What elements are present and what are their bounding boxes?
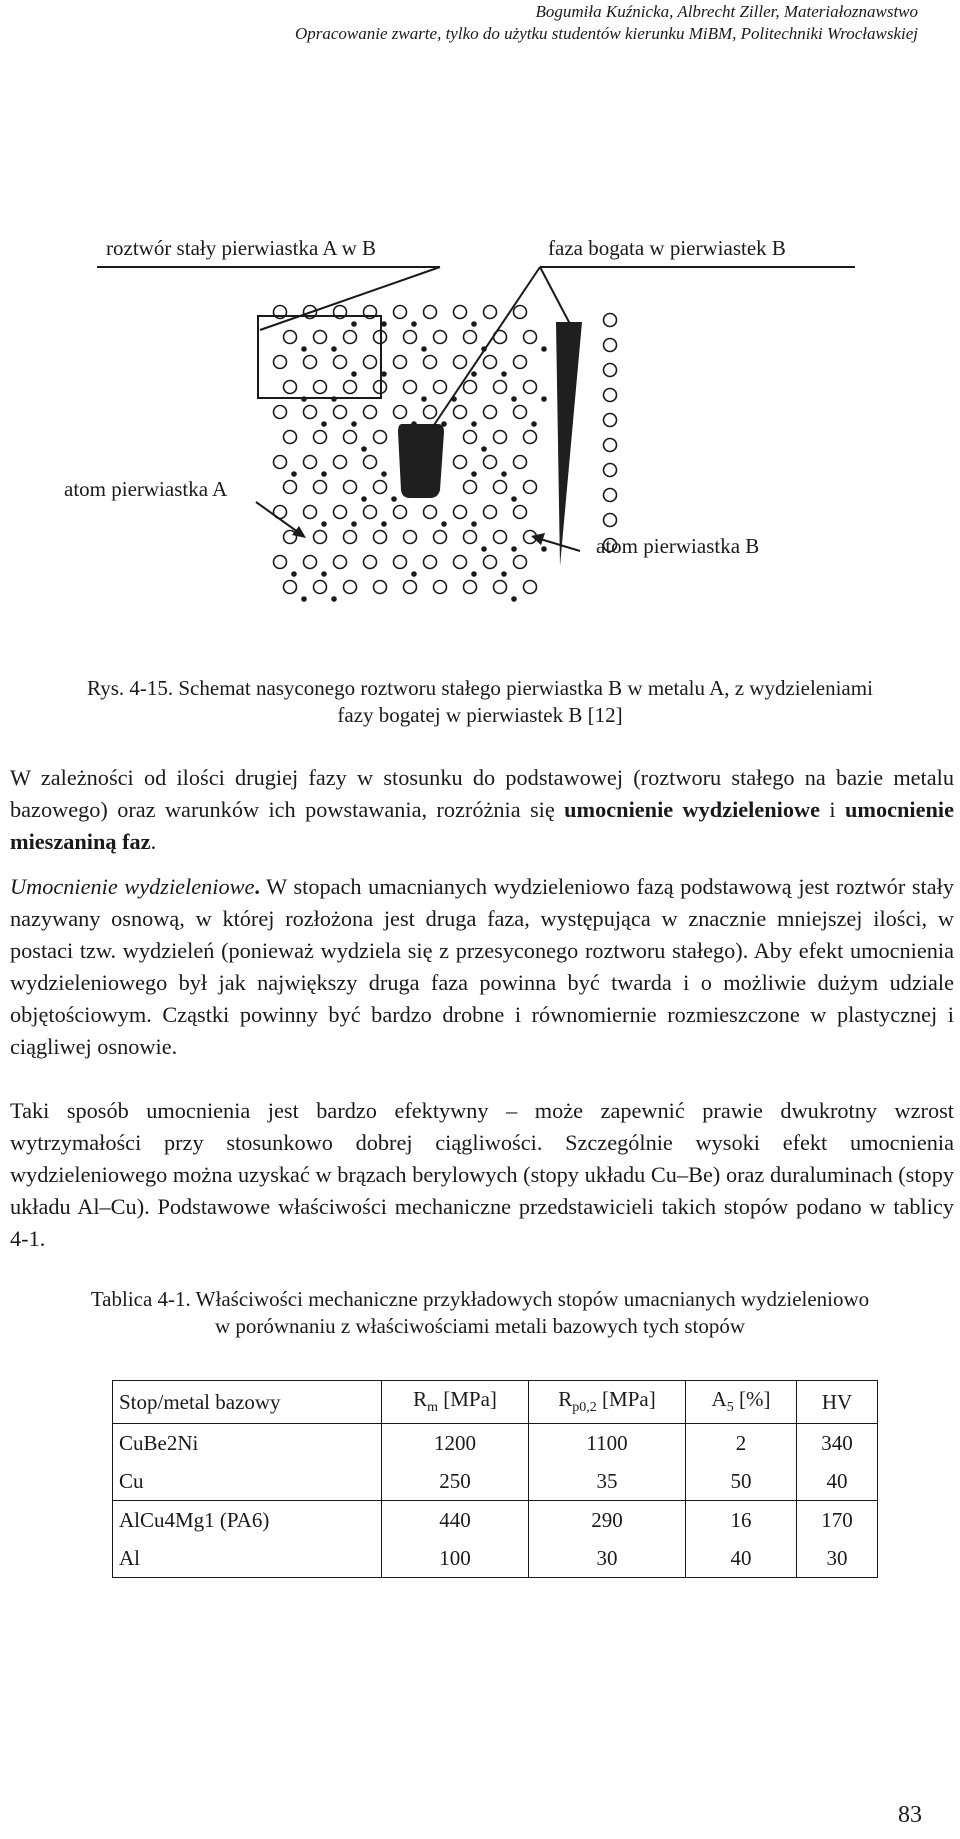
atom-b-circle <box>524 381 537 394</box>
atom-b-circle <box>604 389 617 402</box>
atom-b-circle <box>344 381 357 394</box>
atom-b-circle <box>434 381 447 394</box>
atom-b-circle <box>484 306 497 319</box>
atom-a-dot <box>511 396 517 402</box>
atom-b-circle <box>364 356 377 369</box>
paragraph-intro <box>10 762 954 858</box>
precipitate-blob <box>398 424 444 498</box>
atom-b-circle <box>494 581 507 594</box>
cell-alloy: Cu <box>113 1462 382 1501</box>
atom-b-circle <box>404 381 417 394</box>
atom-b-circle <box>434 581 447 594</box>
table-row <box>113 1539 878 1578</box>
atom-b-circle <box>304 556 317 569</box>
atom-b-circle <box>494 481 507 494</box>
atom-a-dot <box>351 321 357 327</box>
atom-b-circle <box>514 556 527 569</box>
atom-b-circle <box>604 339 617 352</box>
atom-b-circle <box>434 331 447 344</box>
atom-b-circle <box>394 356 407 369</box>
atom-b-circle <box>524 481 537 494</box>
atom-b-circle <box>344 331 357 344</box>
header-a5-sub: 5 <box>726 1400 734 1416</box>
atom-b-circle <box>364 406 377 419</box>
atom-a-dot <box>411 321 417 327</box>
atom-b-circle <box>284 381 297 394</box>
atom-b-circle <box>404 531 417 544</box>
atom-b-circle <box>514 356 527 369</box>
atom-b-circle <box>514 456 527 469</box>
atom-a-dot <box>361 496 367 502</box>
table-caption <box>40 1286 920 1340</box>
table-row <box>113 1424 878 1463</box>
header-a5 <box>686 1381 797 1424</box>
atom-a-dot <box>411 571 417 577</box>
atom-a-dot <box>511 596 517 602</box>
cell-a5: 40 <box>686 1539 797 1578</box>
header-rp-sub: p0,2 <box>572 1400 597 1416</box>
atom-b-circle <box>314 481 327 494</box>
atom-b-circle <box>334 356 347 369</box>
atom-a-dot <box>351 421 357 427</box>
header-rm-sub: m <box>427 1400 438 1416</box>
table-header-row <box>113 1381 878 1424</box>
atom-a-dot <box>381 371 387 377</box>
atom-b-circle <box>484 506 497 519</box>
atom-a-dot <box>481 546 487 552</box>
header-rm-unit: [MPa] <box>437 1387 497 1412</box>
atom-a-dot <box>321 471 327 477</box>
atom-b-circle <box>274 456 287 469</box>
atom-b-circle <box>464 331 477 344</box>
atom-a-dot <box>471 321 477 327</box>
header-a5-symbol: A <box>711 1387 727 1412</box>
table-row <box>113 1462 878 1501</box>
atom-b-circle <box>314 581 327 594</box>
cell-rm: 250 <box>382 1462 529 1501</box>
para-text: Taki sposób umocnienia jest bardzo efektywny – może zapewnić prawie dwukrotny wzrost wytrzymałości przy stosunkowo dobrej ciągliwości. Szczególnie wysoki efekt umocnienia wydzieleniowego można uzyskać w brązach berylowych (stopy układu Cu–Be) oraz duraluminach (stopy układu Al–Cu). Podstawowe właściwości mechaniczne przedstawicieli takich stopów podano w tablicy 4-1. <box>10 1098 954 1251</box>
cell-a5: 50 <box>686 1462 797 1501</box>
atom-b-circle <box>424 306 437 319</box>
header-hv: HV <box>797 1381 878 1424</box>
atom-b-circle <box>304 356 317 369</box>
atom-b-circle <box>464 381 477 394</box>
atom-b-circle <box>284 331 297 344</box>
atom-b-circle <box>524 581 537 594</box>
atom-a-dot <box>541 346 547 352</box>
label-solid-solution: roztwór stały pierwiastka A w B <box>106 236 377 260</box>
atom-b-circle <box>454 306 467 319</box>
atom-a-dot <box>531 421 537 427</box>
atom-b-circle <box>494 431 507 444</box>
atom-b-circle <box>364 506 377 519</box>
atom-b-circle <box>524 331 537 344</box>
table-caption-line1: Tablica 4-1. Właściwości mechaniczne przykładowych stopów umacnianych wydzieleniowo <box>90 1287 870 1311</box>
cell-rp: 1100 <box>529 1424 686 1463</box>
atom-a-dot <box>351 371 357 377</box>
figure-precipitation-schematic <box>0 0 960 620</box>
cell-hv: 340 <box>797 1424 878 1463</box>
atom-a-dot <box>541 396 547 402</box>
atom-a-dot <box>501 371 507 377</box>
paragraph-effect <box>10 1095 954 1255</box>
atom-b-circle <box>284 481 297 494</box>
label-atom-a: atom pierwiastka A <box>64 477 228 501</box>
atom-b-circle <box>424 356 437 369</box>
atom-b-circle <box>374 431 387 444</box>
atom-b-circle <box>304 506 317 519</box>
atom-b-circle <box>484 406 497 419</box>
atom-b-circle <box>604 464 617 477</box>
atom-b-circle <box>404 581 417 594</box>
cell-rm: 440 <box>382 1501 529 1540</box>
atom-a-dot <box>541 546 547 552</box>
atom-b-circle <box>494 531 507 544</box>
atom-b-circle <box>344 531 357 544</box>
atom-b-circle <box>334 456 347 469</box>
atom-b-circle <box>454 456 467 469</box>
atom-b-circle <box>494 381 507 394</box>
atom-b-circle <box>424 556 437 569</box>
atom-a-dot <box>471 571 477 577</box>
atom-a-dot <box>291 471 297 477</box>
atom-a-dot <box>291 571 297 577</box>
atom-a-dot <box>321 421 327 427</box>
atom-b-circle <box>274 406 287 419</box>
section-lead: Umocnienie wydzieleniowe <box>10 874 255 899</box>
table-row <box>113 1501 878 1540</box>
cell-a5: 2 <box>686 1424 797 1463</box>
para-text: i <box>820 797 845 822</box>
label-rich-phase: faza bogata w pierwiastek B <box>548 236 786 260</box>
atom-b-circle <box>604 514 617 527</box>
atom-b-circle <box>404 331 417 344</box>
atom-b-circle <box>334 406 347 419</box>
cell-alloy: Al <box>113 1539 382 1578</box>
atom-b-circle <box>314 431 327 444</box>
atom-b-circle <box>464 531 477 544</box>
atom-b-circle <box>464 481 477 494</box>
atom-b-circle <box>514 506 527 519</box>
atom-b-circle <box>484 556 497 569</box>
atom-a-dot <box>301 346 307 352</box>
atom-b-circle <box>454 556 467 569</box>
header-rm-symbol: R <box>413 1387 428 1412</box>
atom-b-circle <box>334 506 347 519</box>
cell-rp: 30 <box>529 1539 686 1578</box>
figure-caption-line1: Rys. 4-15. Schemat nasyconego roztworu stałego pierwiastka B w metalu A, z wydzieleniami <box>87 676 873 700</box>
paragraph-precipitation <box>10 871 954 1063</box>
atom-b-circle <box>374 481 387 494</box>
atom-a-dot <box>511 496 517 502</box>
para-text: W stopach umacnianych wydzieleniowo fazą podstawową jest roztwór stały nazywany osnową, w której rozłożona jest druga faza, występująca w znacznie mniejszej ilości, w postaci tzw. wydzieleń (ponieważ wydziela się z przesyconego roztworu stałego). Aby efekt umocnienia wydzieleniowego był jak największy druga faza powinna być twarda i o możliwie dużym udziale objętościowym. Cząstki powinny być bardzo drobne i równomiernie rozmieszczone w plastycznej i ciągliwej osnowie. <box>10 874 954 1059</box>
cell-hv: 170 <box>797 1501 878 1540</box>
atom-a-dot <box>471 471 477 477</box>
atom-b-circle <box>344 581 357 594</box>
atom-a-dot <box>351 521 357 527</box>
table-caption-line2: w porównaniu z właściwościami metali bazowych tych stopów <box>214 1314 746 1338</box>
atom-b-circle <box>454 506 467 519</box>
atom-b-circle <box>284 431 297 444</box>
atom-b-circle <box>364 456 377 469</box>
atom-a-dot <box>511 546 517 552</box>
cell-a5: 16 <box>686 1501 797 1540</box>
atom-b-circle <box>314 381 327 394</box>
page-number: 83 <box>898 1802 922 1828</box>
atom-a-dot <box>361 446 367 452</box>
atom-b-circle <box>304 406 317 419</box>
atom-b-circle <box>484 356 497 369</box>
atom-b-circle <box>344 481 357 494</box>
header-authors: Bogumiła Kuźnicka, Albrecht Ziller, Materiałoznawstwo <box>535 2 918 21</box>
atom-a-dot <box>471 421 477 427</box>
atom-b-circle <box>304 456 317 469</box>
header-note: Opracowanie zwarte, tylko do użytku studentów kierunku MiBM, Politechniki Wrocławskiej <box>294 24 918 43</box>
atom-b-circle <box>514 406 527 419</box>
atom-b-circle <box>394 556 407 569</box>
atom-b-circle <box>374 531 387 544</box>
atom-b-circle <box>274 556 287 569</box>
term-phase-mixture-strengthening: umocnienie mieszaniną faz <box>10 797 954 854</box>
atom-a-dot <box>331 346 337 352</box>
label-atom-b: atom pierwiastka B <box>596 534 760 558</box>
atom-b-circle <box>364 556 377 569</box>
atom-a-dot <box>381 321 387 327</box>
atom-b-circle <box>394 506 407 519</box>
atom-b-circle <box>424 406 437 419</box>
para-text: . <box>150 829 157 854</box>
atom-a-dot <box>481 446 487 452</box>
atom-b-circle <box>604 489 617 502</box>
atom-a-dot <box>391 496 397 502</box>
atom-b-circle <box>604 314 617 327</box>
atom-b-circle <box>394 306 407 319</box>
para-text: W zależności od ilości drugiej fazy w stosunku do podstawowej (roztworu stałego na bazie metalu bazowego) oraz warunków ich powstawania, rozróżnia się <box>10 765 954 822</box>
atom-a-dot <box>321 571 327 577</box>
cell-rm: 1200 <box>382 1424 529 1463</box>
atom-a-dot <box>301 596 307 602</box>
cell-alloy: AlCu4Mg1 (PA6) <box>113 1501 382 1540</box>
header-rm <box>382 1381 529 1424</box>
header-rp <box>529 1381 686 1424</box>
atom-b-circle <box>344 431 357 444</box>
atom-b-circle <box>334 556 347 569</box>
atom-a-dot <box>501 571 507 577</box>
atom-b-circle <box>604 364 617 377</box>
atom-b-circle <box>514 306 527 319</box>
atom-a-dot <box>501 471 507 477</box>
cell-alloy: CuBe2Ni <box>113 1424 382 1463</box>
atom-b-circle <box>274 356 287 369</box>
atom-b-circle <box>604 439 617 452</box>
atom-b-circle <box>314 331 327 344</box>
header-alloy: Stop/metal bazowy <box>113 1381 382 1424</box>
atom-a-dot <box>321 521 327 527</box>
cell-rm: 100 <box>382 1539 529 1578</box>
atom-a-dot <box>421 396 427 402</box>
figure-caption <box>40 675 920 729</box>
atom-a-dot <box>471 371 477 377</box>
cell-rp: 35 <box>529 1462 686 1501</box>
atom-b-circle <box>524 431 537 444</box>
atom-a-dot <box>381 471 387 477</box>
cell-hv: 30 <box>797 1539 878 1578</box>
header-rp-symbol: R <box>558 1387 573 1412</box>
atom-a-dot <box>421 346 427 352</box>
properties-table <box>112 1380 878 1578</box>
atom-b-circle <box>424 506 437 519</box>
header-a5-unit: [%] <box>733 1387 771 1412</box>
term-precipitation-strengthening: umocnienie wydzieleniowe <box>564 797 821 822</box>
atom-b-circle <box>434 531 447 544</box>
atom-a-dot <box>441 521 447 527</box>
atom-a-dot <box>381 521 387 527</box>
atom-b-circle <box>394 406 407 419</box>
atom-b-circle <box>464 581 477 594</box>
atom-b-circle <box>604 414 617 427</box>
cell-hv: 40 <box>797 1462 878 1501</box>
atom-a-dot <box>331 596 337 602</box>
header-rp-unit: [MPa] <box>596 1387 656 1412</box>
atom-b-circle <box>314 531 327 544</box>
atom-b-circle <box>374 581 387 594</box>
cell-rp: 290 <box>529 1501 686 1540</box>
atom-b-circle <box>484 456 497 469</box>
atom-b-circle <box>454 406 467 419</box>
figure-caption-line2: fazy bogatej w pierwiastek B [12] <box>337 703 623 727</box>
atom-b-circle <box>464 431 477 444</box>
section-lead-dot: . <box>254 874 260 899</box>
atom-a-dot <box>471 521 477 527</box>
atom-b-circle <box>284 581 297 594</box>
atom-b-circle <box>454 356 467 369</box>
